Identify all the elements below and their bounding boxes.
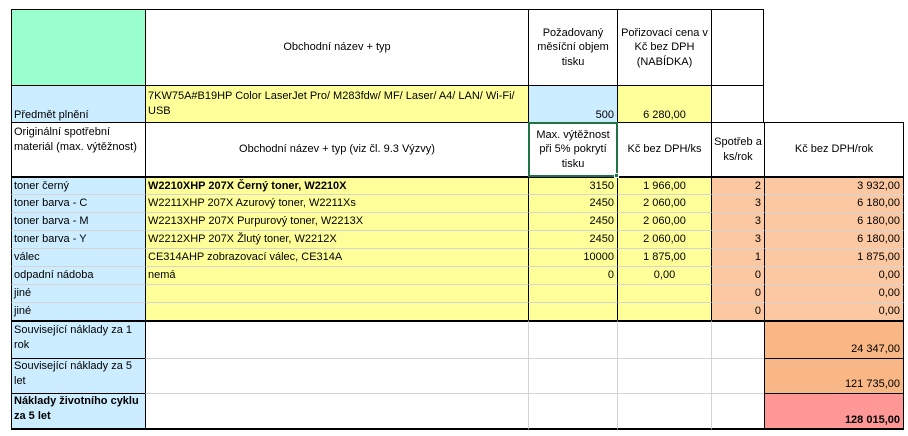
lifecycle-empty[interactable] [145, 393, 528, 430]
row-total-text: 0,00 [878, 269, 900, 282]
consumables-price-per-year-text: Kč bez DPH/rok [794, 143, 874, 156]
consumables-price-per-unit[interactable] [617, 122, 711, 176]
consumables-consumption[interactable] [711, 122, 764, 176]
row-total[interactable] [764, 284, 904, 302]
row-label-text: toner barva - Y [14, 233, 87, 246]
header-monthly-volume[interactable] [528, 9, 617, 85]
cell-empty-h1[interactable] [711, 9, 764, 85]
row-qty-text: 3 [754, 215, 761, 228]
cost-1y-empty[interactable] [145, 320, 528, 358]
cost-5y-empty[interactable] [711, 358, 764, 393]
fill-handle[interactable] [614, 173, 619, 178]
row-yield[interactable] [528, 212, 617, 230]
header-purchase-price[interactable] [617, 9, 711, 85]
consumables-label[interactable] [11, 122, 145, 176]
row-price[interactable] [617, 302, 711, 320]
row-total-text: 0,00 [878, 287, 900, 300]
row-qty-text: 0 [754, 305, 761, 318]
row-yield[interactable] [528, 248, 617, 266]
lifecycle-value[interactable] [764, 393, 904, 430]
cost-5y-value-text: 121 735,00 [844, 377, 900, 390]
row-price[interactable] [617, 194, 711, 212]
header-trade-name[interactable] [145, 9, 528, 85]
cost-5y-empty[interactable] [617, 358, 711, 393]
lifecycle-empty[interactable] [528, 393, 617, 430]
row-label[interactable] [11, 230, 145, 248]
row-total-text: 1 875,00 [857, 251, 900, 264]
row-yield[interactable] [528, 302, 617, 320]
row-yield-text: 2450 [589, 233, 614, 246]
row-label-text: toner černý [14, 179, 70, 192]
row-total[interactable] [764, 266, 904, 284]
row-name[interactable] [145, 176, 528, 194]
subject-label[interactable] [11, 85, 145, 122]
row-label[interactable] [11, 176, 145, 194]
row-label-text: válec [14, 251, 40, 264]
header-purchase-price-text: Pořizovací cena v Kč bez DPH (NABÍDKA) [621, 26, 708, 68]
row-total[interactable] [764, 212, 904, 230]
row-price[interactable] [617, 176, 711, 194]
row-yield-text: 0 [607, 269, 614, 282]
consumables-trade-name-text: Obchodní název + typ (viz čl. 9.3 Výzvy) [239, 143, 435, 156]
row-label-text: odpadní nádoba [14, 269, 94, 282]
row-qty-text: 3 [754, 233, 761, 246]
row-name-text: W2212XHP 207X Žlutý toner, W2212X [148, 233, 337, 246]
cost-5y-label-text: Související náklady za 5 let [14, 360, 133, 387]
row-qty[interactable] [711, 248, 764, 266]
subject-price-text: 6 280,00 [643, 108, 686, 121]
row-name[interactable] [145, 266, 528, 284]
row-qty[interactable] [711, 230, 764, 248]
row-label[interactable] [11, 302, 145, 320]
row-yield-text: 2450 [589, 215, 614, 228]
row-name[interactable] [145, 212, 528, 230]
lifecycle-empty[interactable] [617, 393, 711, 430]
row-total-text: 3 932,00 [857, 179, 900, 192]
subject-name[interactable] [145, 85, 528, 122]
row-yield[interactable] [528, 194, 617, 212]
row-yield[interactable] [528, 284, 617, 302]
consumables-trade-name[interactable] [145, 122, 528, 176]
cost-1y-value[interactable] [764, 320, 904, 358]
consumables-price-per-year[interactable] [764, 122, 904, 176]
row-total-text: 6 180,00 [857, 215, 900, 228]
row-name[interactable] [145, 284, 528, 302]
row-price-text: 1 966,00 [643, 179, 686, 192]
row-yield-text: 10000 [583, 251, 614, 264]
row-label-text: toner barva - M [14, 215, 89, 228]
cost-1y-value-text: 24 347,00 [851, 342, 900, 355]
row-label[interactable] [11, 248, 145, 266]
cost-1y-empty[interactable] [528, 320, 617, 358]
row-label-text: jiné [14, 287, 32, 300]
row-total-text: 6 180,00 [857, 197, 900, 210]
row-label[interactable] [11, 212, 145, 230]
row-price[interactable] [617, 284, 711, 302]
row-price[interactable] [617, 266, 711, 284]
header-trade-name-text: Obchodní název + typ [283, 41, 391, 54]
row-qty[interactable] [711, 212, 764, 230]
lifecycle-label[interactable] [11, 393, 145, 430]
row-name[interactable] [145, 230, 528, 248]
cost-1y-label-text: Související náklady za 1 rok [14, 324, 133, 351]
subject-price[interactable] [617, 85, 711, 122]
row-qty-text: 0 [754, 269, 761, 282]
row-qty[interactable] [711, 302, 764, 320]
row-qty[interactable] [711, 194, 764, 212]
row-price-text: 2 060,00 [643, 233, 686, 246]
row-total[interactable] [764, 248, 904, 266]
row-price-text: 2 060,00 [643, 215, 686, 228]
row-name[interactable] [145, 302, 528, 320]
row-price-text: 1 875,00 [643, 251, 686, 264]
row-yield-text: 2450 [589, 197, 614, 210]
row-total[interactable] [764, 230, 904, 248]
row-total[interactable] [764, 194, 904, 212]
row-label-text: toner barva - C [14, 197, 88, 210]
row-yield[interactable] [528, 230, 617, 248]
subject-label-text: Předmět plnění [14, 108, 89, 121]
row-yield-text: 3150 [589, 179, 614, 192]
cost-1y-label[interactable] [11, 320, 145, 358]
row-price-text: 0,00 [653, 269, 676, 282]
cell-empty-h2[interactable] [711, 85, 764, 122]
cost-1y-empty[interactable] [711, 320, 764, 358]
row-qty-text: 1 [754, 251, 761, 264]
consumables-label-text: Originální spotřební materiál (max. výtěžnost) [14, 126, 137, 153]
lifecycle-label-text: Náklady životního cyklu za 5 let [14, 395, 139, 422]
row-name-text: nemá [148, 269, 176, 282]
row-label[interactable] [11, 284, 145, 302]
subject-volume-text: 500 [595, 108, 614, 121]
row-name[interactable] [145, 194, 528, 212]
row-price[interactable] [617, 248, 711, 266]
row-total[interactable] [764, 176, 904, 194]
cost-5y-label[interactable] [11, 358, 145, 393]
cell-corner[interactable] [11, 9, 145, 85]
row-name-text: W2210XHP 207X Černý toner, W2210X [148, 179, 347, 192]
row-name[interactable] [145, 248, 528, 266]
lifecycle-empty[interactable] [711, 393, 764, 430]
consumables-consumption-text: Spotřeb a ks/rok [714, 136, 762, 163]
lifecycle-value-text: 128 015,00 [844, 413, 900, 426]
cost-5y-empty[interactable] [145, 358, 528, 393]
subject-name-text: 7KW75A#B19HP Color LaserJet Pro/ M283fdw/ MF/ Laser/ A4/ LAN/ Wi-Fi/ USB [148, 90, 515, 117]
row-name-text: CE314AHP zobrazovací válec, CE314A [148, 251, 343, 264]
row-total-text: 6 180,00 [857, 233, 900, 246]
cost-5y-value[interactable] [764, 358, 904, 393]
row-label[interactable] [11, 194, 145, 212]
row-qty-text: 3 [754, 197, 761, 210]
row-qty-text: 2 [754, 179, 761, 192]
consumables-price-per-unit-text: Kč bez DPH/ks [627, 143, 702, 156]
cost-5y-empty[interactable] [528, 358, 617, 393]
row-qty[interactable] [711, 266, 764, 284]
row-total[interactable] [764, 302, 904, 320]
row-qty[interactable] [711, 284, 764, 302]
consumables-max-yield-text: Max. výtěžnost při 5% pokrytí tisku [536, 128, 610, 170]
row-name-text: W2213XHP 207X Purpurový toner, W2213X [148, 215, 364, 228]
row-total-text: 0,00 [878, 305, 900, 318]
row-yield[interactable] [528, 266, 617, 284]
row-yield[interactable] [528, 176, 617, 194]
cell-selection [528, 122, 618, 177]
row-label-text: jiné [14, 305, 32, 318]
row-price[interactable] [617, 230, 711, 248]
row-price-text: 2 060,00 [643, 197, 686, 210]
row-name-text: W2211XHP 207X Azurový toner, W2211Xs [148, 197, 356, 210]
cost-1y-empty[interactable] [617, 320, 711, 358]
header-monthly-volume-text: Požadovaný měsíční objem tisku [537, 26, 609, 68]
row-price[interactable] [617, 212, 711, 230]
row-qty[interactable] [711, 176, 764, 194]
row-qty-text: 0 [754, 287, 761, 300]
row-label[interactable] [11, 266, 145, 284]
subject-volume[interactable] [528, 85, 617, 122]
